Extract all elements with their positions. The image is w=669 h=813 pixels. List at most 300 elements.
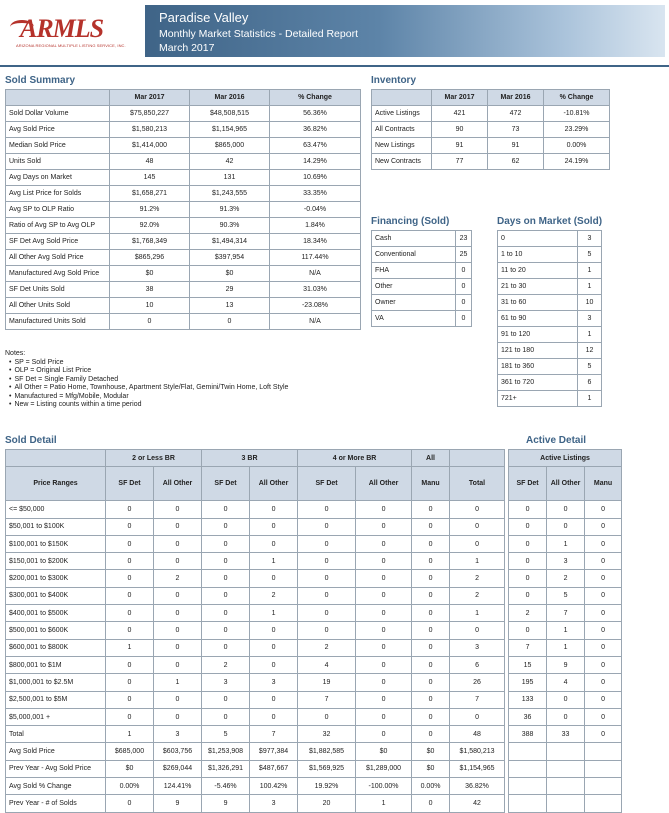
sold-detail-cell: 0: [154, 639, 202, 656]
column-header: Total: [450, 467, 505, 501]
sold-detail-cell: 0: [154, 587, 202, 604]
sold-detail-cell: 42: [450, 795, 505, 812]
sold-detail-cell: $0: [412, 743, 450, 760]
sold_summary-cell: $865,000: [190, 138, 270, 154]
sold-detail-cell: [585, 795, 622, 812]
sold-detail-cell: 5: [547, 587, 585, 604]
sold-detail-cell: 0: [106, 622, 154, 639]
days_on_market-count: 3: [578, 231, 602, 247]
sold_summary-cell: 131: [190, 170, 270, 186]
sold_summary-cell: 90.3%: [190, 218, 270, 234]
sold_summary-cell: 0: [190, 314, 270, 330]
sold-detail-cell: 0: [154, 708, 202, 725]
financing-label: Owner: [372, 295, 456, 311]
sold-detail-cell: 0: [509, 622, 547, 639]
notes-list: [15, 359, 288, 410]
sold-detail-cell: 0: [412, 656, 450, 673]
sold-detail-cell: 7: [298, 691, 356, 708]
days_on_market-row: [498, 247, 602, 263]
sold_summary-cell: 56.36%: [270, 106, 361, 122]
sold-detail-row: [6, 656, 622, 673]
sold-detail-cell: 9: [154, 795, 202, 812]
sold_summary-row: [6, 202, 361, 218]
report-header: [145, 5, 665, 57]
sold_summary-col-header: % Change: [270, 90, 361, 106]
sold_summary-cell: 1.84%: [270, 218, 361, 234]
sold-detail-cell: 0: [450, 708, 505, 725]
sold-detail-cell: 0: [106, 553, 154, 570]
inventory-cell: 24.19%: [544, 154, 610, 170]
price-range-label: $1,000,001 to $2.5M: [6, 674, 106, 691]
sold_summary-cell: 0: [110, 314, 190, 330]
sold-detail-cell: 2: [250, 587, 298, 604]
active-detail-title: Active Detail: [526, 435, 587, 446]
sold_summary-row: [6, 250, 361, 266]
inventory-col-header: Mar 2017: [432, 90, 488, 106]
sold_summary-row: [6, 170, 361, 186]
report-subtitle: Monthly Market Statistics - Detailed Report: [159, 28, 358, 40]
sold-detail-cell: 0: [509, 553, 547, 570]
column-header: All Other: [547, 467, 585, 501]
days_on_market-count: 1: [578, 279, 602, 295]
sold-detail-row: [6, 708, 622, 725]
sold-detail-cell: 32: [298, 726, 356, 743]
sold-detail-cell: 0: [585, 553, 622, 570]
days_on_market-row: [498, 295, 602, 311]
column-header: Manu: [412, 467, 450, 501]
sold-detail-cell: 0: [298, 570, 356, 587]
inventory-cell: 73: [488, 122, 544, 138]
sold-detail-cell: 0: [202, 518, 250, 535]
sold_summary-row: [6, 122, 361, 138]
inventory-cell: 421: [432, 106, 488, 122]
sold_summary-cell: 117.44%: [270, 250, 361, 266]
price-range-label: $500,001 to $600K: [6, 622, 106, 639]
sold_summary-cell: $1,768,349: [110, 234, 190, 250]
sold-detail-cell: 0: [298, 518, 356, 535]
sold_summary-cell: 92.0%: [110, 218, 190, 234]
inventory-row-label: Active Listings: [372, 106, 432, 122]
column-header: SF Det: [509, 467, 547, 501]
sold-detail-cell: 0: [356, 726, 412, 743]
sold-detail-cell: 0: [412, 639, 450, 656]
sold_summary-row: [6, 234, 361, 250]
sold-detail-cell: 2: [509, 605, 547, 622]
sold-detail-cell: $0: [356, 743, 412, 760]
sold-detail-cell: 1: [450, 605, 505, 622]
sold_summary-row-label: SF Det Units Sold: [6, 282, 110, 298]
sold_summary-row: [6, 106, 361, 122]
price-range-label: Prev Year - Avg Sold Price: [6, 760, 106, 777]
price-range-label: $5,000,001 +: [6, 708, 106, 725]
sold-detail-cell: 0: [298, 622, 356, 639]
column-header: All Other: [154, 467, 202, 501]
days_on_market-row: [498, 327, 602, 343]
sold-detail-cell: $0: [412, 760, 450, 777]
sold_summary-cell: 48: [110, 154, 190, 170]
sold-detail-cell: [585, 760, 622, 777]
logo-tagline: ARIZONA REGIONAL MULTIPLE LISTING SERVICE, INC.: [16, 43, 126, 48]
sold_summary-cell: 10: [110, 298, 190, 314]
sold_summary-cell: $75,850,227: [110, 106, 190, 122]
price-range-label: $200,001 to $300K: [6, 570, 106, 587]
sold-detail-cell: 0: [106, 501, 154, 518]
sold_summary-cell: 13: [190, 298, 270, 314]
sold_summary-col-header: Mar 2016: [190, 90, 270, 106]
sold-detail-cell: 0: [412, 553, 450, 570]
days_on_market-row: [498, 375, 602, 391]
blank-header: [450, 450, 505, 467]
sold_summary-cell: $0: [110, 266, 190, 282]
group-header: 3 BR: [202, 450, 298, 467]
column-header: SF Det: [298, 467, 356, 501]
group-header: 4 or More BR: [298, 450, 412, 467]
financing-label: FHA: [372, 263, 456, 279]
sold-detail-cell: 0: [509, 501, 547, 518]
sold_summary-cell: 29: [190, 282, 270, 298]
sold_summary-row-label: Ratio of Avg SP to Avg OLP: [6, 218, 110, 234]
sold_summary-cell: $397,954: [190, 250, 270, 266]
financing-label: Conventional: [372, 247, 456, 263]
price-range-label: $50,001 to $100K: [6, 518, 106, 535]
sold-detail-cell: [509, 743, 547, 760]
sold_summary-row-label: Sold Dollar Volume: [6, 106, 110, 122]
inventory-title: Inventory: [371, 75, 417, 86]
sold_summary-cell: 63.47%: [270, 138, 361, 154]
sold-detail-cell: 0: [250, 518, 298, 535]
sold-detail-cell: 0: [356, 605, 412, 622]
days_on_market-count: 1: [578, 263, 602, 279]
price-range-label: $800,001 to $1M: [6, 656, 106, 673]
sold-detail-cell: 3: [202, 674, 250, 691]
sold-detail-cell: 15: [509, 656, 547, 673]
days_on_market-label: 31 to 60: [498, 295, 578, 311]
sold-detail-cell: 0: [585, 570, 622, 587]
sold-detail-cell: [585, 743, 622, 760]
sold-detail-cell: 0: [202, 605, 250, 622]
sold-detail-cell: 0: [356, 639, 412, 656]
sold_summary-cell: $1,414,000: [110, 138, 190, 154]
sold-summary-table: [5, 89, 361, 330]
financing-label: Other: [372, 279, 456, 295]
financing-row: [372, 263, 472, 279]
sold-detail-cell: 2: [450, 570, 505, 587]
sold-detail-cell: 0: [547, 691, 585, 708]
sold-detail-cell: 0: [202, 535, 250, 552]
sold-detail-cell: 0: [509, 570, 547, 587]
sold-detail-row: [6, 622, 622, 639]
sold-detail-cell: -100.00%: [356, 778, 412, 795]
inventory-cell: 472: [488, 106, 544, 122]
sold-detail-cell: 0: [585, 535, 622, 552]
financing-count: 0: [456, 295, 472, 311]
inventory-col-header: % Change: [544, 90, 610, 106]
sold-detail-cell: 7: [547, 605, 585, 622]
financing-count: 23: [456, 231, 472, 247]
sold_summary-row: [6, 186, 361, 202]
sold_summary-col-header: Mar 2017: [110, 90, 190, 106]
note-item: • All Other = Patio Home, Townhouse, Apartment Style/Flat, Gemini/Twin Home, Loft Style: [15, 384, 288, 393]
sold-detail-row: [6, 674, 622, 691]
report-title: Paradise Valley: [159, 10, 249, 25]
sold-detail-cell: 0: [412, 587, 450, 604]
sold-detail-cell: 0: [585, 587, 622, 604]
sold-detail-cell: 0: [298, 553, 356, 570]
column-header: SF Det: [106, 467, 154, 501]
sold-summary-title: Sold Summary: [5, 75, 76, 86]
sold_summary-cell: $1,154,965: [190, 122, 270, 138]
sold_summary-cell: 31.03%: [270, 282, 361, 298]
sold-detail-cell: 0: [356, 622, 412, 639]
sold-detail-cell: [509, 795, 547, 812]
days_on_market-row: [498, 263, 602, 279]
sold-detail-cell: 7: [509, 639, 547, 656]
sold-detail-group-row: [6, 450, 622, 467]
sold-detail-cell: 0: [412, 518, 450, 535]
sold-detail-cell: $1,580,213: [450, 743, 505, 760]
sold-detail-cell: 0: [298, 587, 356, 604]
column-header: All Other: [250, 467, 298, 501]
days_on_market-row: [498, 359, 602, 375]
sold-detail-cell: 0: [250, 708, 298, 725]
days_on_market-row: [498, 231, 602, 247]
sold-detail-cell: $269,044: [154, 760, 202, 777]
sold-detail-cell: 0: [509, 518, 547, 535]
sold-detail-cell: 100.42%: [250, 778, 298, 795]
sold-detail-row: [6, 795, 622, 812]
sold-detail-cell: $977,384: [250, 743, 298, 760]
inventory-row-label: All Contracts: [372, 122, 432, 138]
sold_summary-cell: 145: [110, 170, 190, 186]
sold-detail-cell: 0: [154, 622, 202, 639]
sold_summary-row-label: Units Sold: [6, 154, 110, 170]
sold_summary-row-label: Avg List Price for Solds: [6, 186, 110, 202]
sold-detail-cell: 0: [298, 535, 356, 552]
logo-text: ARMLS: [20, 14, 104, 43]
sold-detail-cell: 3: [547, 553, 585, 570]
financing-row: [372, 279, 472, 295]
financing-count: 0: [456, 263, 472, 279]
sold-detail-cell: 0: [106, 674, 154, 691]
financing-count: 0: [456, 311, 472, 327]
sold-detail-cell: 0: [154, 691, 202, 708]
sold-detail-cell: 1: [106, 639, 154, 656]
sold-detail-cell: [547, 760, 585, 777]
sold-detail-cell: 0: [585, 622, 622, 639]
sold_summary-row-label: SF Det Avg Sold Price: [6, 234, 110, 250]
sold-detail-cell: 0: [412, 674, 450, 691]
sold-detail-row: [6, 743, 622, 760]
sold-detail-cell: 0: [106, 708, 154, 725]
sold-detail-row: [6, 553, 622, 570]
blank-header: [6, 450, 106, 467]
sold-detail-cell: 0: [154, 553, 202, 570]
sold-detail-cell: 0: [106, 587, 154, 604]
inventory-cell: 90: [432, 122, 488, 138]
column-header: SF Det: [202, 467, 250, 501]
sold-detail-cell: 0: [585, 656, 622, 673]
sold-detail-cell: [547, 743, 585, 760]
sold_summary-cell: -0.04%: [270, 202, 361, 218]
sold-detail-cell: $603,756: [154, 743, 202, 760]
financing-row: [372, 231, 472, 247]
sold-detail-cell: $1,154,965: [450, 760, 505, 777]
days_on_market-label: 1 to 10: [498, 247, 578, 263]
sold_summary-cell: 91.2%: [110, 202, 190, 218]
sold-detail-cell: 0: [356, 691, 412, 708]
sold_summary-row-label: Manufactured Avg Sold Price: [6, 266, 110, 282]
sold-detail-cell: 1: [250, 553, 298, 570]
sold-detail-cell: 0: [202, 708, 250, 725]
sold-detail-cell: 0: [106, 691, 154, 708]
days_on_market-count: 12: [578, 343, 602, 359]
column-header: Price Ranges: [6, 467, 106, 501]
financing-row: [372, 295, 472, 311]
sold-detail-cell: 0: [154, 535, 202, 552]
sold-detail-cell: 2: [298, 639, 356, 656]
financing-row: [372, 247, 472, 263]
days_on_market-label: 61 to 90: [498, 311, 578, 327]
inventory-header-row: [372, 90, 610, 106]
sold-detail-cell: 2: [547, 570, 585, 587]
days_on_market-count: 1: [578, 327, 602, 343]
sold-detail-cell: 4: [298, 656, 356, 673]
sold-detail-row: [6, 501, 622, 518]
days_on_market-count: 10: [578, 295, 602, 311]
sold-detail-cell: 0.00%: [106, 778, 154, 795]
sold-detail-cell: 0: [412, 795, 450, 812]
sold-detail-cell: 0: [356, 518, 412, 535]
sold-detail-cell: 0: [250, 656, 298, 673]
report-date: March 2017: [159, 42, 215, 54]
sold-detail-cell: 0: [202, 553, 250, 570]
sold-detail-row: [6, 518, 622, 535]
notes: [5, 350, 288, 410]
sold_summary-row: [6, 298, 361, 314]
sold-detail-row: [6, 587, 622, 604]
sold-detail-cell: 2: [450, 587, 505, 604]
inventory-row: [372, 138, 610, 154]
sold-detail-cell: $1,326,291: [202, 760, 250, 777]
sold-detail-cell: $1,569,925: [298, 760, 356, 777]
sold-detail-cell: 0: [250, 535, 298, 552]
sold-detail-cell: [509, 778, 547, 795]
sold_summary-cell: 42: [190, 154, 270, 170]
sold-detail-cell: 0: [106, 535, 154, 552]
sold-detail-cell: 3: [154, 726, 202, 743]
sold_summary-cell: $0: [190, 266, 270, 282]
sold-detail-cell: 0: [585, 726, 622, 743]
sold-detail-cell: 0: [412, 605, 450, 622]
sold-detail-cell: 0: [547, 518, 585, 535]
price-range-label: Prev Year - # of Solds: [6, 795, 106, 812]
inventory-cell: -10.81%: [544, 106, 610, 122]
sold-detail-row: [6, 570, 622, 587]
sold-detail-cell: 5: [202, 726, 250, 743]
sold-detail-row: [6, 760, 622, 777]
group-header: 2 or Less BR: [106, 450, 202, 467]
sold-detail-row: [6, 605, 622, 622]
sold_summary-row: [6, 266, 361, 282]
sold-detail-cell: 0: [356, 656, 412, 673]
sold-detail-cell: 0: [585, 639, 622, 656]
header-divider: [0, 65, 669, 67]
sold-detail-cell: $1,289,000: [356, 760, 412, 777]
days_on_market-count: 5: [578, 247, 602, 263]
sold-detail-cell: $1,882,585: [298, 743, 356, 760]
sold-detail-cell: 7: [450, 691, 505, 708]
sold-detail-cell: 0: [356, 674, 412, 691]
sold-detail-cell: 0: [450, 622, 505, 639]
sold-detail-cell: 0: [202, 639, 250, 656]
price-range-label: Avg Sold % Change: [6, 778, 106, 795]
sold-detail-cell: $685,000: [106, 743, 154, 760]
column-header: All Other: [356, 467, 412, 501]
sold-detail-cell: 1: [547, 535, 585, 552]
sold_summary-row-label: All Other Avg Sold Price: [6, 250, 110, 266]
sold-detail-cell: 0: [412, 691, 450, 708]
inventory-cell: 0.00%: [544, 138, 610, 154]
sold_summary-row: [6, 218, 361, 234]
note-item: • SF Det = Single Family Detached: [15, 376, 288, 385]
inventory-cell: 91: [488, 138, 544, 154]
sold_summary-cell: 33.35%: [270, 186, 361, 202]
days_on_market-label: 121 to 180: [498, 343, 578, 359]
sold-detail-cell: 0: [450, 518, 505, 535]
sold_summary-row-label: Median Sold Price: [6, 138, 110, 154]
sold-detail-cell: 7: [250, 726, 298, 743]
days_on_market-row: [498, 279, 602, 295]
days_on_market-count: 1: [578, 391, 602, 407]
sold-detail-cell: 133: [509, 691, 547, 708]
sold_summary-cell: 91.3%: [190, 202, 270, 218]
sold_summary-cell: 38: [110, 282, 190, 298]
sold-detail-cell: 1: [547, 622, 585, 639]
sold-detail-header-row: [6, 467, 622, 501]
price-range-label: Total: [6, 726, 106, 743]
sold-detail-cell: 0: [356, 708, 412, 725]
note-item: • Manufactured = Mfg/Mobile, Modular: [15, 393, 288, 402]
sold-detail-cell: 0: [202, 587, 250, 604]
inventory-col-header: Mar 2016: [488, 90, 544, 106]
sold-detail-cell: 0: [298, 605, 356, 622]
sold-detail-cell: $487,667: [250, 760, 298, 777]
financing-row: [372, 311, 472, 327]
sold_summary-cell: $865,296: [110, 250, 190, 266]
sold-detail-cell: 0: [106, 605, 154, 622]
sold_summary-cell: $48,508,515: [190, 106, 270, 122]
price-range-label: $150,001 to $200K: [6, 553, 106, 570]
inventory-row-label: New Contracts: [372, 154, 432, 170]
sold-detail-cell: 0: [106, 656, 154, 673]
inventory-row: [372, 106, 610, 122]
sold-detail-cell: 1: [547, 639, 585, 656]
inventory-cell: 62: [488, 154, 544, 170]
sold_summary-col-header: [6, 90, 110, 106]
sold-detail-cell: 0: [106, 570, 154, 587]
inventory-cell: 77: [432, 154, 488, 170]
note-item: • SP = Sold Price: [15, 359, 288, 368]
sold-detail-cell: 0: [202, 691, 250, 708]
sold-detail-cell: 0: [250, 639, 298, 656]
sold-detail-cell: $0: [106, 760, 154, 777]
inventory-table: [371, 89, 610, 170]
sold_summary-row: [6, 138, 361, 154]
sold-detail-cell: 195: [509, 674, 547, 691]
sold-detail-cell: 0: [356, 570, 412, 587]
price-range-label: $2,500,001 to $5M: [6, 691, 106, 708]
sold-detail-cell: 0: [585, 708, 622, 725]
